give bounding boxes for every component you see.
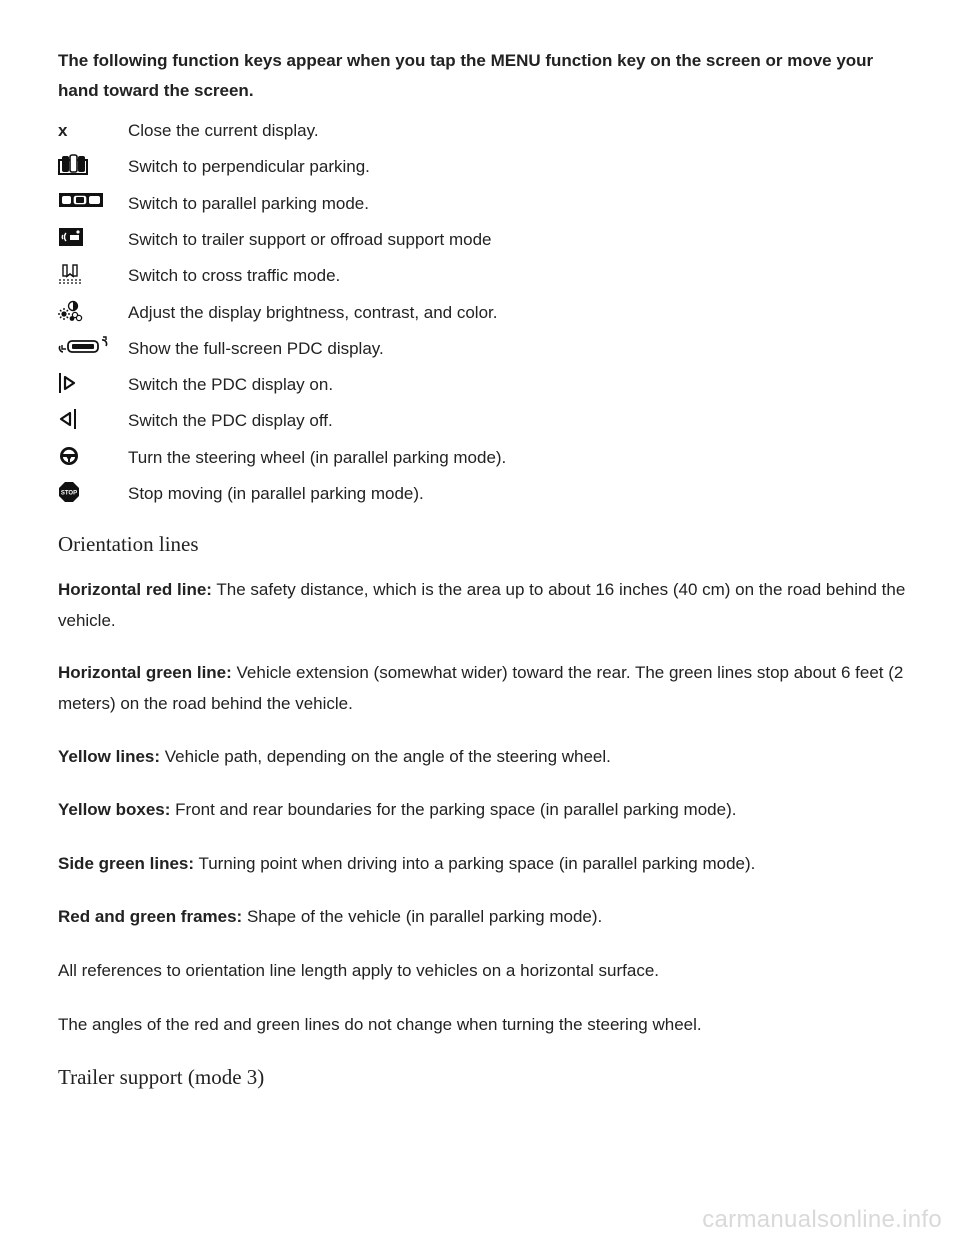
definition-term: Red and green frames: bbox=[58, 907, 243, 926]
definition-desc: Shape of the vehicle (in parallel parking mode). bbox=[242, 907, 603, 926]
list-item bbox=[58, 406, 918, 442]
definition-desc: The safety distance, which is the area up to about 16 inches (40 cm) on the road behind the vehicle. bbox=[58, 580, 906, 630]
list-item bbox=[58, 225, 918, 261]
function-key-description: Switch the PDC display on. bbox=[128, 375, 334, 395]
pdc-off-icon bbox=[58, 408, 118, 432]
close-symbol: x bbox=[58, 121, 68, 140]
cross-traffic-icon bbox=[58, 263, 118, 287]
function-key-description: Close the current display. bbox=[128, 121, 319, 140]
definition-item bbox=[58, 794, 918, 825]
section-heading-trailer: Trailer support (mode 3) bbox=[58, 1065, 265, 1089]
function-key-description: Switch to parallel parking mode. bbox=[128, 193, 369, 213]
perpendicular-parking-icon bbox=[58, 154, 118, 178]
function-key-description: Stop moving (in parallel parking mode). bbox=[128, 484, 424, 503]
list-item bbox=[58, 261, 918, 297]
stop-icon-label: STOP bbox=[60, 490, 78, 497]
function-key-description: Switch to perpendicular parking. bbox=[128, 157, 370, 177]
list-item bbox=[58, 152, 918, 188]
steering-wheel-icon bbox=[58, 445, 118, 469]
intro-text: The following function keys appear when you tap the MENU function key on the screen or move your hand toward the screen. bbox=[58, 51, 874, 100]
list-item bbox=[58, 370, 918, 406]
note-paragraph: All references to orientation line length apply to vehicles on a horizontal surface. bbox=[58, 961, 660, 980]
list-item bbox=[58, 334, 918, 370]
list-item bbox=[58, 479, 918, 515]
watermark: carmanualsonline.info bbox=[702, 1206, 942, 1233]
list-item bbox=[58, 443, 918, 479]
definition-desc: Turning point when driving into a parking space (in parallel parking mode). bbox=[194, 854, 756, 873]
definition-desc: Vehicle path, depending on the angle of the steering wheel. bbox=[160, 747, 611, 766]
definition-item bbox=[58, 848, 918, 879]
list-item bbox=[58, 189, 918, 225]
definition-desc: Vehicle extension (somewhat wider) toward the rear. The green lines stop about 6 feet (2 meters) on the road behind the vehicle. bbox=[58, 663, 904, 713]
list-item bbox=[58, 298, 918, 334]
definition-item bbox=[58, 657, 918, 719]
definition-desc: Front and rear boundaries for the parking space (in parallel parking mode). bbox=[170, 800, 737, 819]
brightness-contrast-icon bbox=[58, 300, 118, 324]
parallel-parking-icon bbox=[58, 191, 118, 215]
fullscreen-pdc-icon bbox=[58, 336, 118, 360]
stop-icon bbox=[58, 481, 118, 505]
function-key-description: Adjust the display brightness, contrast, and color. bbox=[128, 302, 498, 322]
function-key-description: Show the full-screen PDC display. bbox=[128, 338, 384, 358]
section-heading-orientation: Orientation lines bbox=[58, 532, 199, 556]
function-key-description: Switch the PDC display off. bbox=[128, 411, 333, 431]
definition-term: Yellow boxes: bbox=[58, 800, 171, 819]
trailer-offroad-icon bbox=[58, 227, 118, 251]
definition-term: Horizontal red line: bbox=[58, 580, 212, 599]
note-paragraph: The angles of the red and green lines do not change when turning the steering wheel. bbox=[58, 1015, 702, 1034]
definition-term: Side green lines: bbox=[58, 854, 195, 873]
definition-item bbox=[58, 741, 918, 772]
definition-term: Horizontal green line: bbox=[58, 663, 232, 682]
definition-item bbox=[58, 574, 918, 636]
close-icon bbox=[58, 118, 118, 142]
list-item bbox=[58, 116, 918, 152]
function-key-description: Turn the steering wheel (in parallel parking mode). bbox=[128, 447, 507, 467]
function-key-description: Switch to trailer support or offroad support mode bbox=[128, 229, 492, 249]
function-key-description: Switch to cross traffic mode. bbox=[128, 266, 341, 286]
pdc-on-icon bbox=[58, 372, 118, 396]
definition-term: Yellow lines: bbox=[58, 747, 161, 766]
definition-item bbox=[58, 901, 918, 932]
